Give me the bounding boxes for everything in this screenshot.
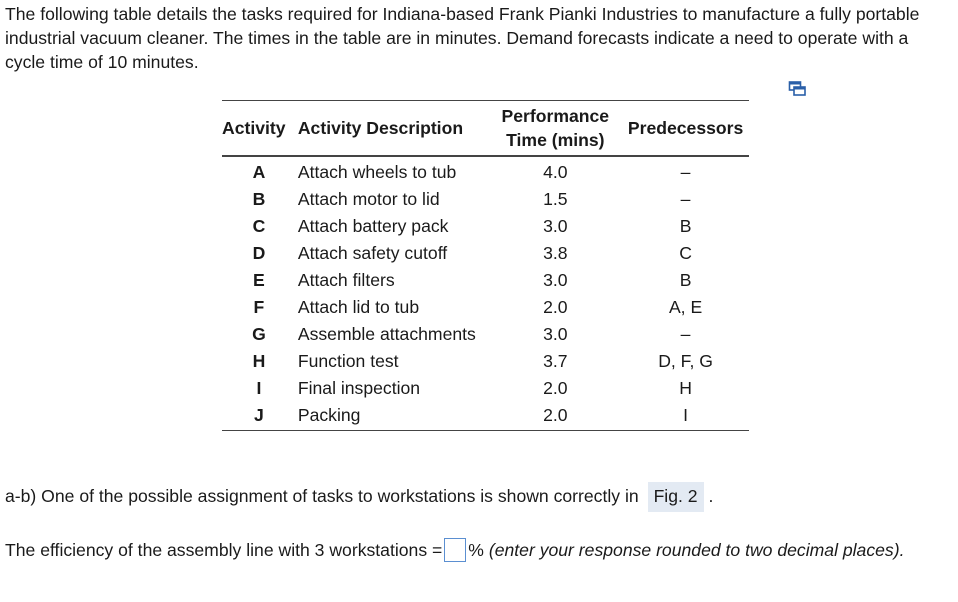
cell-activity: C xyxy=(252,216,266,236)
cell-predecessors: B xyxy=(679,270,692,290)
part-ab-end: . xyxy=(708,486,714,506)
table-header-row xyxy=(222,101,749,157)
cell-predecessors: D, F, G xyxy=(658,351,713,371)
cell-activity: H xyxy=(252,351,266,371)
cell-activity: F xyxy=(253,297,265,317)
table-row xyxy=(222,292,749,319)
cell-predecessors: B xyxy=(679,216,692,236)
tasks-table xyxy=(222,100,749,431)
header-predecessors: Predecessors xyxy=(627,118,744,138)
cell-time: 3.0 xyxy=(543,270,568,290)
cell-predecessors: – xyxy=(680,162,691,182)
cell-predecessors: I xyxy=(683,405,689,425)
cell-predecessors: – xyxy=(680,324,691,344)
header-time-line2: Time (mins) xyxy=(506,130,605,150)
rounding-hint-text: (enter your response rounded to two decimal places) xyxy=(488,540,900,560)
cell-time: 3.7 xyxy=(543,351,568,371)
cell-description: Packing xyxy=(297,405,361,425)
table-row xyxy=(222,238,749,265)
cell-time: 2.0 xyxy=(543,405,568,425)
cell-time: 4.0 xyxy=(543,162,568,182)
cell-activity: E xyxy=(253,270,265,290)
table-body xyxy=(222,156,749,431)
header-activity: Activity xyxy=(222,118,286,138)
cell-description: Attach wheels to tub xyxy=(297,162,457,182)
table-row xyxy=(222,156,749,184)
rounding-hint xyxy=(489,540,905,560)
rounding-hint-end: . xyxy=(899,540,905,560)
cell-predecessors: C xyxy=(679,243,692,263)
efficiency-question xyxy=(5,536,950,565)
header-description: Activity Description xyxy=(297,118,464,138)
cell-time: 1.5 xyxy=(543,189,568,209)
cell-predecessors: A, E xyxy=(668,297,703,317)
cell-description: Attach filters xyxy=(297,270,395,290)
table-row xyxy=(222,400,749,431)
cell-time: 3.0 xyxy=(543,216,568,236)
table-row xyxy=(222,211,749,238)
question-text: The efficiency of the assembly line with 3 workstations = xyxy=(5,540,443,560)
header-time xyxy=(489,101,623,157)
cell-description: Attach lid to tub xyxy=(297,297,420,317)
part-ab-text: a-b) One of the possible assignment of tasks to workstations is shown correctly in xyxy=(5,486,639,506)
header-time-line1: Performance xyxy=(501,106,610,126)
percent-unit: % xyxy=(468,540,484,560)
fig-2-link[interactable]: Fig. 2 xyxy=(648,482,704,512)
cell-description: Assemble attachments xyxy=(297,324,476,344)
cell-time: 2.0 xyxy=(543,297,568,317)
table-row xyxy=(222,319,749,346)
cell-time: 2.0 xyxy=(543,378,568,398)
table-row xyxy=(222,346,749,373)
cell-time: 3.0 xyxy=(543,324,568,344)
cell-description: Attach safety cutoff xyxy=(297,243,448,263)
cell-description: Attach battery pack xyxy=(297,216,449,236)
efficiency-answer-input[interactable] xyxy=(444,538,466,562)
problem-intro: The following table details the tasks required for Indiana-based Frank Pianki Industries to manufacture a fully portable industrial vacuum cleaner. The times in the table are in minutes. Demand forecasts indicate a need to operate with a cycle time of 10 minutes. xyxy=(5,4,920,72)
table-row xyxy=(222,265,749,292)
cell-activity: G xyxy=(252,324,266,344)
table-row xyxy=(222,373,749,400)
cell-description: Attach motor to lid xyxy=(297,189,440,209)
cell-predecessors: – xyxy=(680,189,691,209)
cell-predecessors: H xyxy=(679,378,692,398)
cell-time: 3.8 xyxy=(543,243,568,263)
table-row xyxy=(222,184,749,211)
cell-activity: A xyxy=(252,162,266,182)
cell-description: Function test xyxy=(297,351,399,371)
cell-activity: I xyxy=(256,378,262,398)
cell-activity: D xyxy=(252,243,266,263)
cell-description: Final inspection xyxy=(297,378,421,398)
copy-icon[interactable] xyxy=(787,78,807,98)
cell-activity: B xyxy=(252,189,266,209)
cell-activity: J xyxy=(254,405,264,425)
part-ab-statement xyxy=(5,482,713,512)
